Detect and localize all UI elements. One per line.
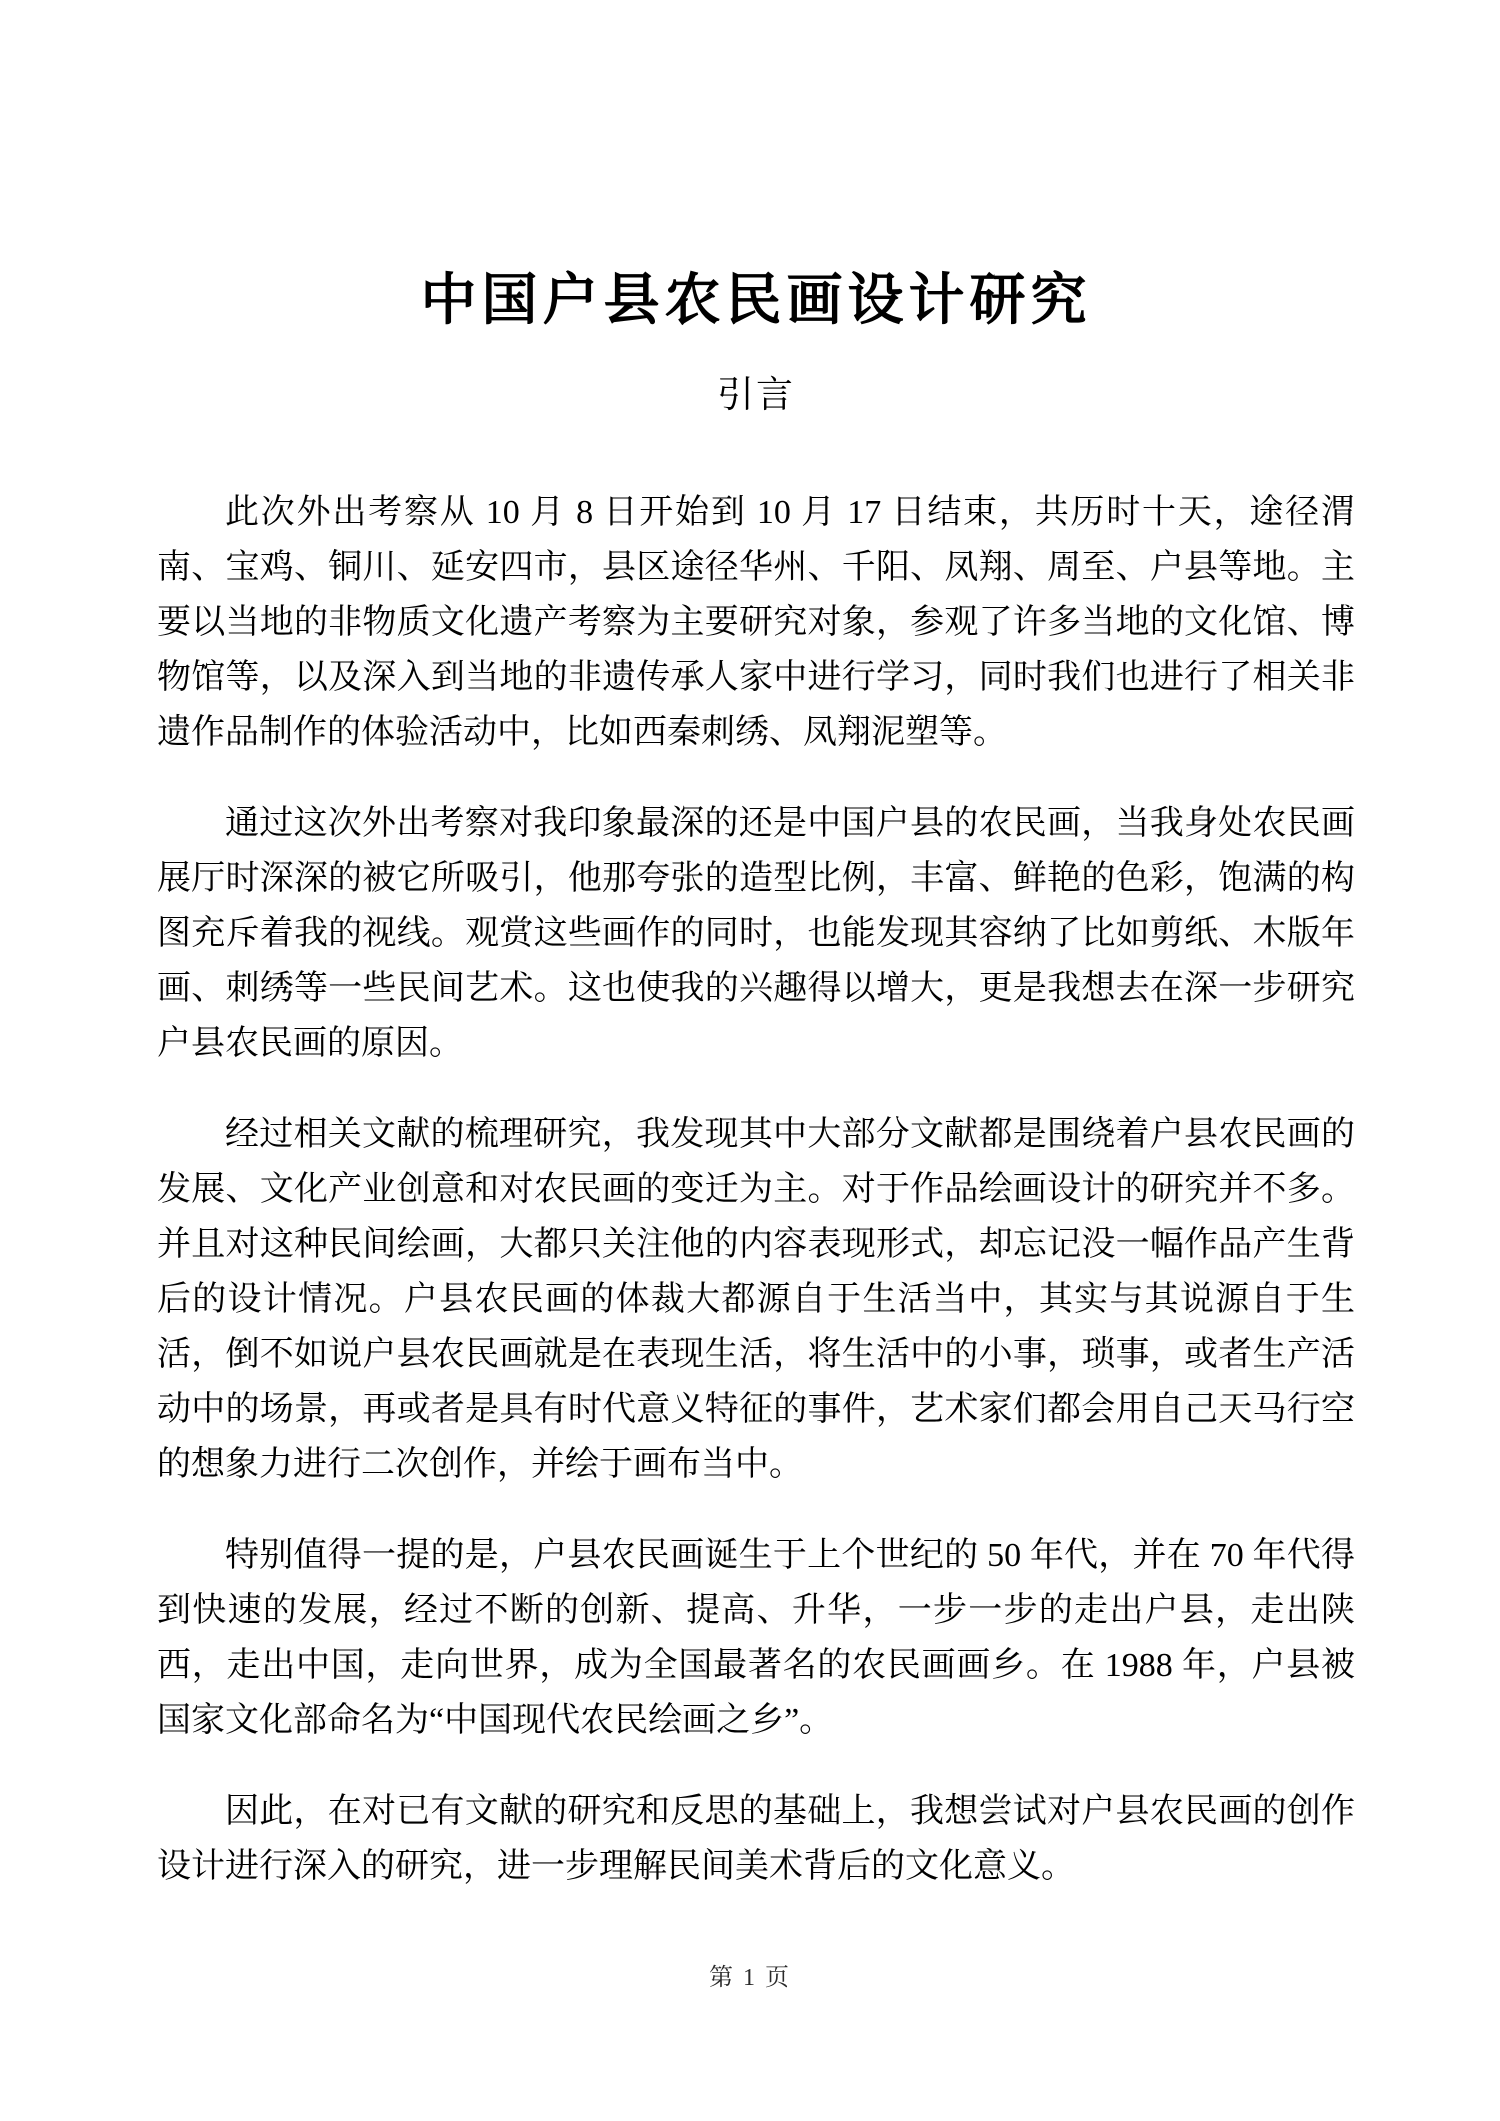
document-title: 中国户县农民画设计研究 <box>420 270 1092 332</box>
section-heading-introduction: 引言 <box>717 375 795 416</box>
page-number: 第 1 页 <box>709 1965 791 1991</box>
body-paragraph-1: 此次外出考察从 10 月 8 日开始到 10 月 17 日结束，共历时十天，途径渭南、宝鸡、铜川、延安四市，县区途径华州、千阳、凤翔、周至、户县等地。主要以当地的非物质文化遗产考察为主要研究对象，参观了许多当地的文化馆、博物馆等，以及深入到当地的非遗传承人家中进行学习，同时我们也进行了相关非遗作品制作的体验活动中，比如西秦刺绣、凤翔泥塑等。 <box>157 494 1355 751</box>
body-paragraph-3: 经过相关文献的梳理研究，我发现其中大部分文献都是围绕着户县农民画的发展、文化产业创意和对农民画的变迁为主。对于作品绘画设计的研究并不多。并且对这种民间绘画，大都只关注他的内容表现形式，却忘记没一幅作品产生背后的设计情况。户县农民画的体裁大都源自于生活当中，其实与其说源自于生活，倒不如说户县农民画就是在表现生活，将生活中的小事，琐事，或者生产活动中的场景，再或者是具有时代意义特征的事件，艺术家们都会用自己天马行空的想象力进行二次创作，并绘于画布当中。 <box>157 1116 1355 1483</box>
body-paragraph-5: 因此，在对已有文献的研究和反思的基础上，我想尝试对户县农民画的创作设计进行深入的研究，进一步理解民间美术背后的文化意义。 <box>157 1793 1355 1885</box>
body-paragraph-2: 通过这次外出考察对我印象最深的还是中国户县的农民画，当我身处农民画展厅时深深的被它所吸引，他那夸张的造型比例，丰富、鲜艳的色彩，饱满的构图充斥着我的视线。观赏这些画作的同时，也能发现其容纳了比如剪纸、木版年画、刺绣等一些民间艺术。这也使我的兴趣得以增大，更是我想去在深一步研究户县农民画的原因。 <box>157 805 1355 1062</box>
body-paragraph-4: 特别值得一提的是，户县农民画诞生于上个世纪的 50 年代，并在 70 年代得到快速的发展，经过不断的创新、提高、升华，一步一步的走出户县，走出陕西，走出中国，走向世界，成为全国最著名的农民画画乡。在 1988 年，户县被国家文化部命名为“中国现代农民绘画之乡”。 <box>157 1537 1355 1739</box>
